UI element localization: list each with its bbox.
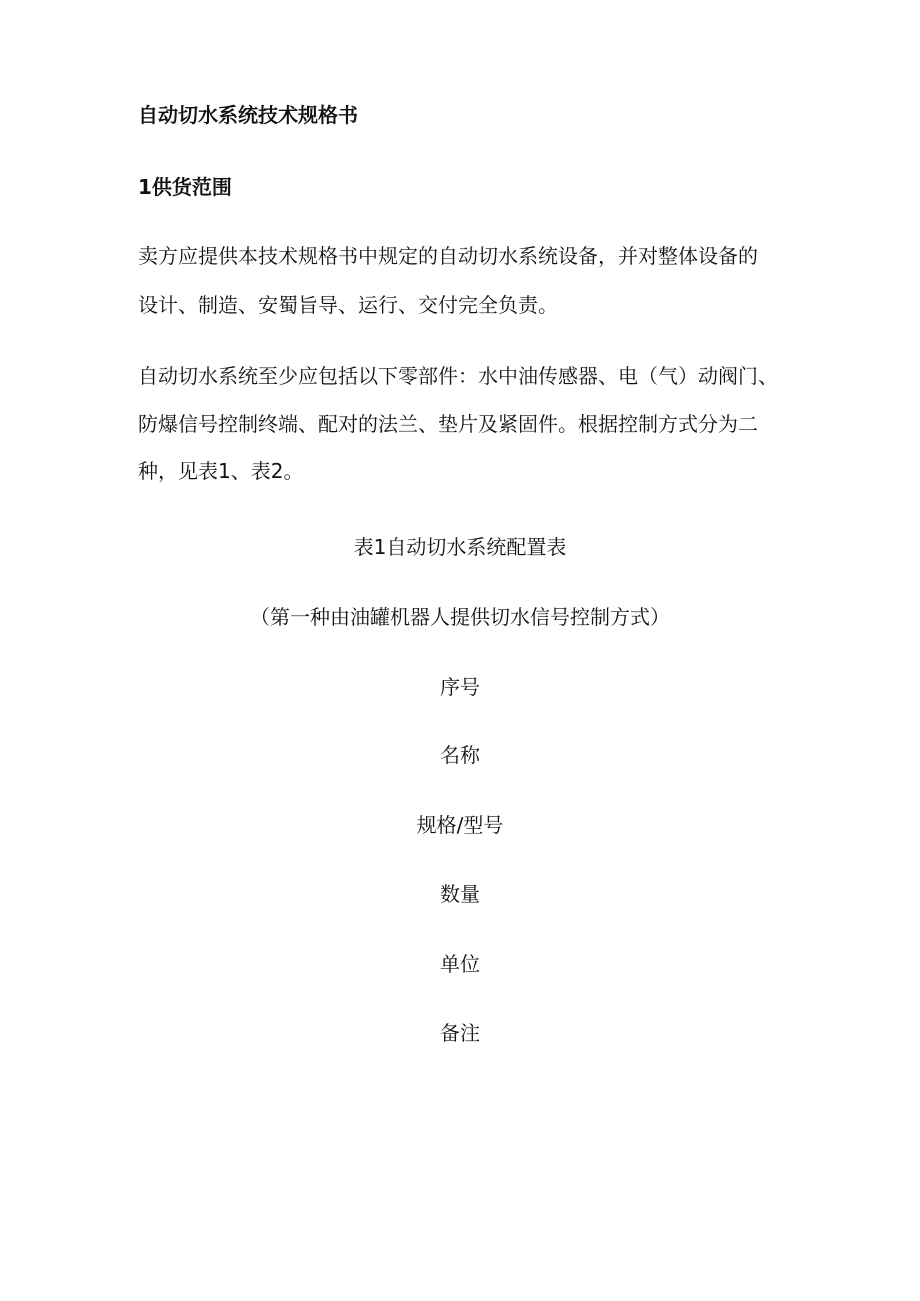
paragraph-line: 种，见表1、表2。 — [138, 459, 304, 483]
document-title: 自动切水系统技术规格书 — [138, 103, 358, 127]
table-header-cell: 序号 — [440, 675, 480, 699]
table-header-cell: 规格/型号 — [416, 813, 504, 837]
paragraph-line: 自动切水系统至少应包括以下零部件：水中油传感器、电（气）动阀门、 — [138, 364, 778, 388]
table-header-cell: 名称 — [440, 743, 480, 767]
table-header-cell: 备注 — [440, 1021, 480, 1045]
table-caption: 表1自动切水系统配置表 — [353, 535, 567, 559]
table-header-cell: 数量 — [440, 882, 480, 906]
paragraph-line: 设计、制造、安蜀旨导、运行、交付完全负责。 — [138, 293, 558, 317]
section-heading: 1供货范围 — [138, 175, 232, 199]
paragraph-line: 卖方应提供本技术规格书中规定的自动切水系统设备，并对整体设备的 — [138, 244, 758, 268]
table-subcaption: （第一种由油罐机器人提供切水信号控制方式） — [250, 605, 670, 629]
paragraph-line: 防爆信号控制终端、配对的法兰、垫片及紧固件。根据控制方式分为二 — [138, 412, 758, 436]
table-header-cell: 单位 — [440, 952, 480, 976]
